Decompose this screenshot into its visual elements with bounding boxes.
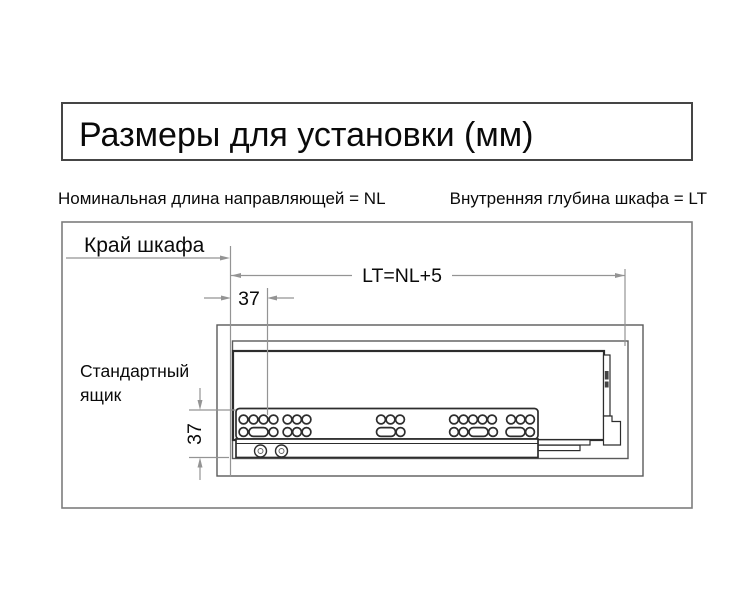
bottom-offset-label: 37 xyxy=(184,423,206,445)
rail-mounting-holes-top-row xyxy=(239,415,534,424)
cabinet-edge-label: Край шкафа xyxy=(84,234,205,257)
depth-dimension-label: LT=NL+5 xyxy=(362,265,442,287)
rail-mounting-holes-bottom-row xyxy=(239,428,534,437)
drawer-label-line2: ящик xyxy=(80,385,122,405)
drawer-label-line1: Стандартный xyxy=(80,361,190,381)
front-offset-label: 37 xyxy=(238,288,260,310)
legend-note-right: Внутренняя глубина шкафа = LT xyxy=(449,189,707,208)
page-title: Размеры для установки (мм) xyxy=(79,116,534,154)
legend-note-left: Номинальная длина направляющей = NL xyxy=(58,189,386,208)
